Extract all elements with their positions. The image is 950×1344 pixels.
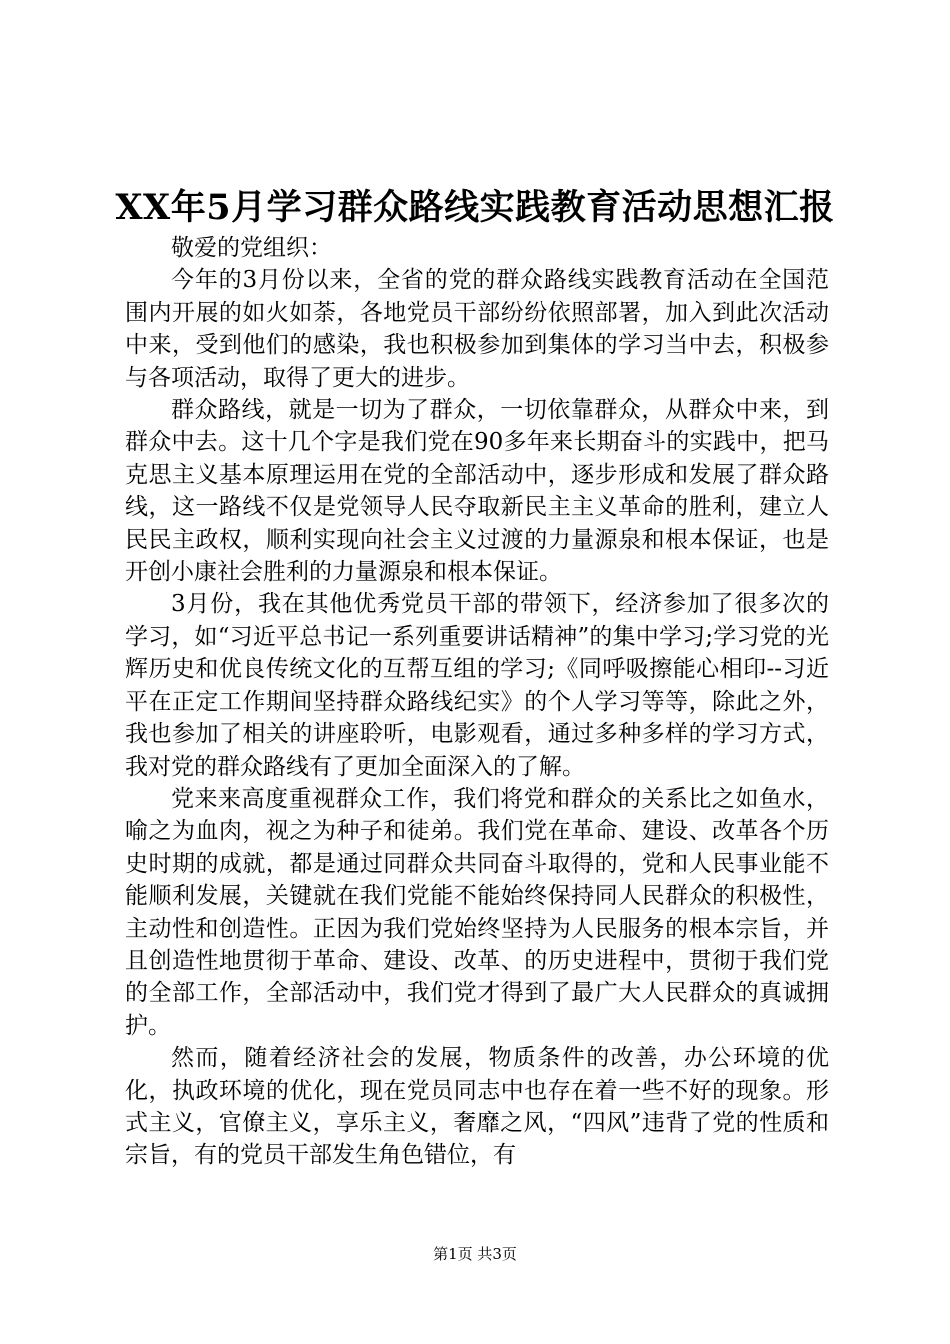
document-body (125, 232, 829, 1172)
document-title: XX年5月学习群众路线实践教育活动思想汇报 (115, 187, 835, 228)
paragraph-4: 党来来高度重视群众工作，我们将党和群众的关系比之如鱼水，喻之为血肉，视之为种子和徒弟。我们党在革命、建设、改革各个历史时期的成就，都是通过同群众共同奋斗取得的，党和人民事业能不能顺利发展，关键就在我们党能不能始终保持同人民群众的积极性，主动性和创造性。正因为我们党始终坚持为人民服务的根本宗旨，并且创造性地贯彻于革命、建设、改革、的历史进程中，贯彻于我们党的全部工作，全部活动中，我们党才得到了最广大人民群众的真诚拥护。 (125, 785, 829, 1039)
page-footer: 第1页 共3页 (433, 1245, 517, 1263)
paragraph-2: 群众路线，就是一切为了群众，一切依靠群众，从群众中来，到群众中去。这十几个字是我们党在90多年来长期奋斗的实践中，把马克思主义基本原理运用在党的全部活动中，逐步形成和发展了群众路线，这一路线不仅是党领导人民夺取新民主主义革命的胜利，建立人民民主政权，顺利实现向社会主义过渡的力量源泉和根本保证，也是开创小康社会胜利的力量源泉和根本保证。 (125, 397, 829, 586)
paragraph-1: 今年的3月份以来，全省的党的群众路线实践教育活动在全国范围内开展的如火如荼，各地党员干部纷纷依照部署，加入到此次活动中来，受到他们的感染，我也积极参加到集体的学习当中去，积极参与各项活动，取得了更大的进步。 (125, 267, 829, 391)
salutation: 敬爱的党组织： (171, 235, 332, 261)
paragraph-3: 3月份，我在其他优秀党员干部的带领下，经济参加了很多次的学习，如“习近平总书记一系列重要讲话精神”的集中学习;学习党的光辉历史和优良传统文化的互帮互组的学习;《同呼吸擦能心相印--习近平在正定工作期间坚持群众路线纪实》的个人学习等等，除此之外，我也参加了相关的讲座聆听，电影观看，通过多种多样的学习方式，我对党的群众路线有了更加全面深入的了解。 (125, 591, 829, 780)
paragraph-5: 然而，随着经济社会的发展，物质条件的改善，办公环境的优化，执政环境的优化，现在党员同志中也存在着一些不好的现象。形式主义，官僚主义，享乐主义，奢靡之风，“四风”违背了党的性质和宗旨，有的党员干部发生角色错位，有 (125, 1045, 829, 1169)
